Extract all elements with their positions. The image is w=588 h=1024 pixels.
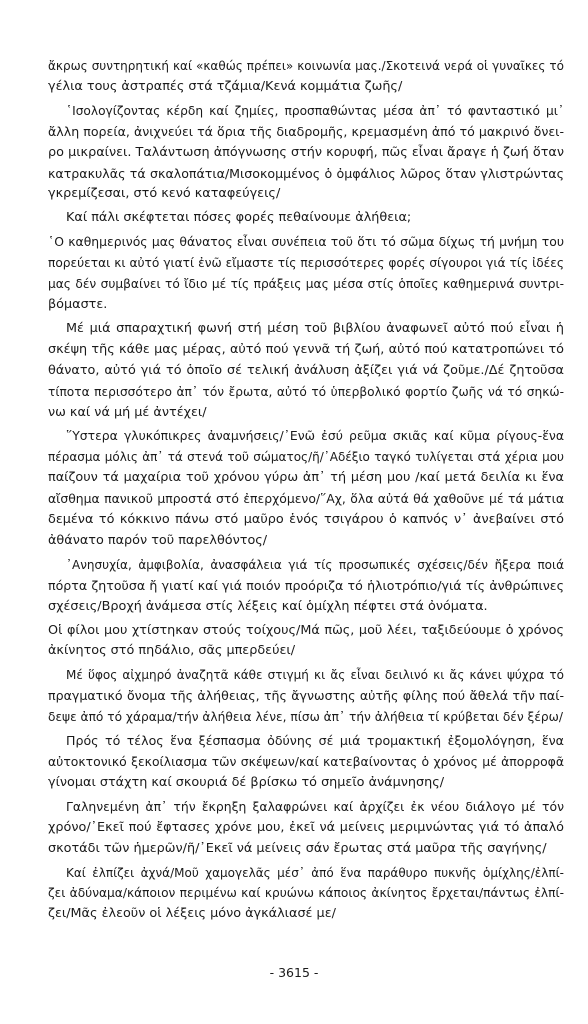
text-line: αὐτοκτονικό ξεκοίλιασμα τῶν σκέψεων/καί κατεβαίνοντας ὁ χρόνος μέ ἀπορροφᾶ	[48, 754, 564, 769]
paragraph	[48, 621, 564, 663]
text-line: πορεύεται κι αὐτό γιατί ἐνῶ εἴμαστε τίς περισσότερες φορές σίγουροι γιά τίς ἰδέες	[48, 256, 564, 271]
text-line: ᾽Ανησυχία, ἀμφιβολία, ἀνασφάλεια γιά τίς προσωπικές σχέσεις/δέν ἤξερα ποιά	[66, 557, 564, 572]
text-line: Καί πάλι σκέφτεται πόσες φορές πεθαίνουμε ἀλήθεια;	[66, 210, 412, 226]
text-line: πραγματικό ὄνομα τῆς ἀλήθειας, τῆς ἄγνωστης αὐτῆς φίλης πού ἄθελά τῆν παί-	[48, 688, 564, 704]
text-line: κατρακυλᾶς τά σκαλοπάτια/Μισοκομμένος ὁ ὀμφάλιος λῶρος ὅταν γλιστρώντας	[48, 165, 564, 181]
text-line: γίνομαι στάχτη καί σκουριά δέ βρίσκω τό σημεῖο ἀνάμνησης/	[48, 774, 445, 790]
text-line: πόρτα ζητοῦσα ἤ γιατί καί γιά ποιόν προόριζα τό ἡλιοτρόπιο/γιά τίς ἀνθρώπινες	[48, 577, 564, 593]
text-line: αἴσθημα πανικοῦ μπροστά στό ἐπερχόμενο/῞Αχ, ὅλα αὐτά θά χαθοῦνε μέ τά μάτια	[48, 491, 564, 507]
page-number: - 3615 -	[269, 965, 319, 980]
text-line: ἄκρως συντηρητική καί «καθώς πρέπει» κοινωνία μας./Σκοτεινά νερά οἱ γυναῖκες τό	[48, 59, 564, 73]
paragraph	[48, 232, 564, 316]
text-line: Καί ἐλπίζει ἀχνά/Μοῦ χαμογελᾶς μέσ᾽ ἀπό ἕνα παράθυρο πυκνῆς ὁμίχλης/ἐλπί-	[66, 865, 564, 880]
text-line: ἀθάνατο παρόν τοῦ παρελθόντος/	[48, 532, 268, 548]
text-line: Πρός τό τέλος ἕνα ξέσπασμα ὀδύνης σέ μιά τρομακτική ἐξομολόγηση, ἕνα	[66, 733, 564, 749]
text-line: ἄλλη πορεία, ἀνιχνεύει τά ὅρια τῆς διαδρομῆς, κρεμασμένη ἀπό τό μακρινό ὄνει-	[48, 123, 564, 139]
text-line: Οἱ φίλοι μου χτίστηκαν στούς τοίχους/Μά πῶς, μοῦ λέει, ταξιδεύουμε ὁ χρόνος	[48, 622, 564, 638]
text-line: ῾Ισολογίζοντας κέρδη καί ζημίες, προσπαθώντας μέσα ἀπ᾽ τό φανταστικό μι᾽	[66, 103, 564, 118]
text-line: Μέ μιά σπαραχτική φωνή στή μέση τοῦ βιβλίου ἀναφωνεῖ αὐτό πού εἶναι ἡ	[66, 320, 564, 336]
text-line: σκέψη τῆς κάθε μας μέρας, αὐτό πού γεννᾶ τή ζωή, αὐτό πού κατατροπώνει τό	[48, 341, 564, 357]
body-text	[48, 56, 564, 925]
paragraph	[48, 555, 564, 618]
text-line: ζει ἀδύναμα/κάποιον περιμένω καί κρυώνω κάποιος ἀκίνητος ἔρχεται/πάντως ἐλπί-	[48, 886, 564, 901]
paragraph	[48, 665, 564, 728]
paragraph	[48, 731, 564, 794]
text-line: Μέ ὕφος αἰχμηρό ἀναζητᾶ κάθε στιγμή κι ἄς εἶναι δειλινό κι ἄς κάνει ψύχρα τό	[66, 668, 564, 683]
paragraph	[48, 863, 564, 926]
text-line: σχέσεις/Βροχή ἀνάμεσα στίς λέξεις καί ὁμίχλη πέφτει στά ὀνόματα.	[48, 598, 488, 614]
text-line: σκοτάδι τῶν ἡμερῶν/ῆ/᾽Εκεῖ νά μείνεις σάν ἔρωτας στά μαῦρα τῆς σαγήνης/	[48, 840, 547, 856]
paragraph	[48, 797, 564, 860]
text-line: θάνατο, αὐτό γιά τό ὁποῖο σέ τελική ἀνάλυση ἀξίζει γιά νά ζοῦμε./Δέ ζητοῦσα	[48, 362, 564, 378]
text-line: τίποτα περισσότερο ἀπ᾽ τόν ἔρωτα, αὐτό τό ὑπερβολικό φορτίο ζωῆς νά τό σηκώ-	[48, 384, 564, 399]
text-line: γκρεμίζεσαι, στό κενό καταφεύγεις/	[48, 186, 281, 202]
text-line: Γαληνεμένη ἀπ᾽ τήν ἔκρηξη ξαλαφρώνει καί ἀρχίζει ἐκ νέου διάλογο μέ τόν	[66, 798, 564, 814]
text-line: ζει/Μᾶς ἐλεοῦν οἱ λέξεις μόνο ἀγκάλιασέ με/	[48, 906, 336, 922]
text-line: παίζουν τά μαχαίρια τοῦ χρόνου γύρω ἀπ᾽ τή μέση μου /καί μετά δειλία κι ἕνα	[48, 470, 564, 486]
text-line: μας δέν συμβαίνει τό ἴδιο μέ τίς πράξεις μας μέσα στίς ὁποῖες καθημερινά συντρι-	[48, 277, 564, 292]
text-line: πέρασμα μόλις ἀπ᾽ τά στενά τοῦ σώματος/ῆ/᾽Αδέξιο ταγκό τυλίγεται στά χέρια μου	[48, 450, 564, 465]
paragraph	[48, 101, 564, 206]
paragraph	[48, 208, 564, 229]
text-line: ἀκίνητος στό πηδάλιο, σᾶς μπερδεύει/	[48, 643, 296, 659]
text-line: δεμένα τό κόκκινο πάνω στό μαῦρο ἑνός τσιγάρου ὁ καπνός ν᾽ ἀνεβαίνει στό	[48, 512, 564, 528]
text-line: ῞Υστερα γλυκόπικρες ἀναμνήσεις/᾽Ενῶ ἐσύ ρεῦμα σκιᾶς καί κῦμα ρίγους-ἕνα	[66, 428, 564, 444]
text-line: νω καί νά μή μέ ἀντέχει/	[48, 404, 207, 420]
paragraph	[48, 426, 564, 551]
text-line: δεψε ἀπό τό χάραμα/τήν ἀλήθεια λένε, πίσω ἀπ᾽ τήν ἀλήθεια τί κρύβεται δέν ξέρω/	[48, 710, 563, 725]
paragraph	[48, 56, 564, 98]
text-line: γέλια τους ἀστραπές στά τζάμια/Κενά κομμάτια ζωῆς/	[48, 78, 403, 94]
paragraph	[48, 319, 564, 424]
text-line: βόμαστε.	[48, 296, 108, 312]
text-line: ῾Ο καθημερινός μας θάνατος εἶναι συνέπεια τοῦ ὅτι τό σῶμα δίχως τή μνήμη του	[48, 234, 564, 250]
text-line: χρόνο/᾽Εκεῖ πού ἔφτασες χρόνε μου, ἐκεῖ νά μείνεις μεριμνώντας γιά τό ἀπαλό	[48, 819, 564, 835]
text-line: ρο μικραίνει. Ταλάντωση ἀπόγνωσης στήν κορυφή, πῶς εἶναι ἄραγε ἡ ζωή ὅταν	[48, 144, 564, 160]
